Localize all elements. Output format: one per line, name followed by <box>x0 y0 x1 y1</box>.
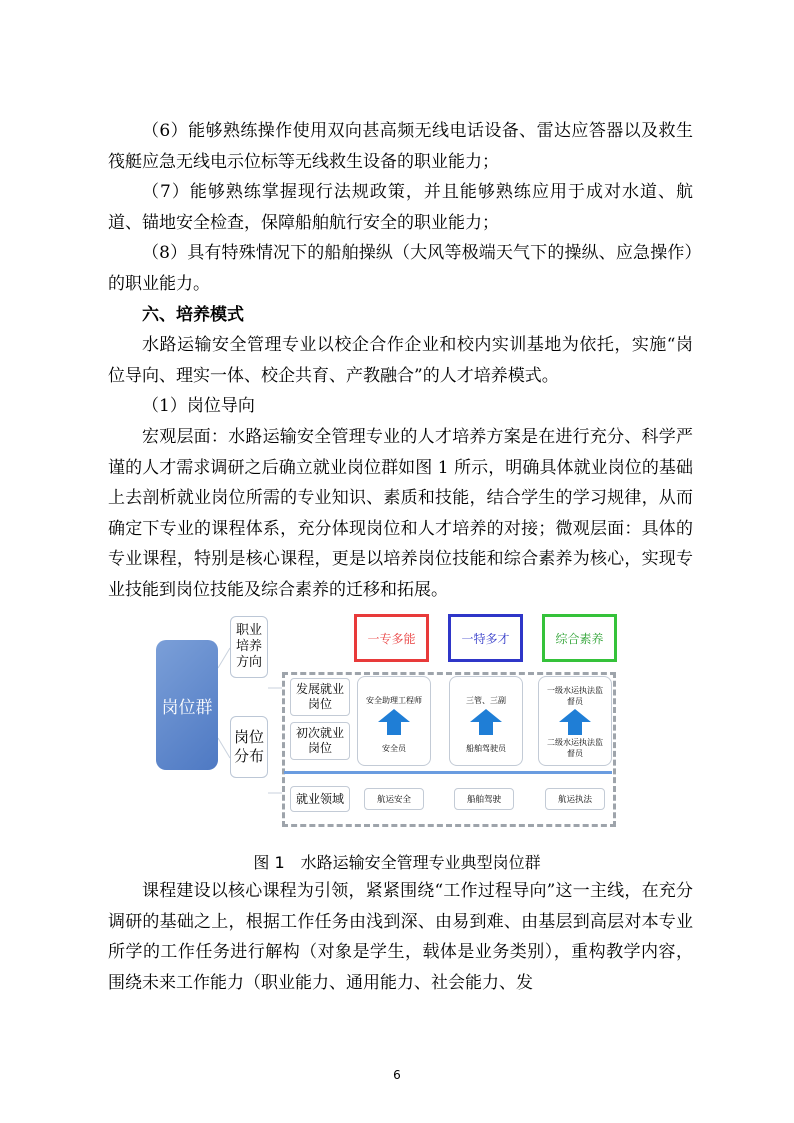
card-top-title: 安全助理工程师 <box>366 696 422 705</box>
job-card-ship <box>449 676 523 766</box>
up-arrow-icon <box>470 709 502 735</box>
page-number: 6 <box>393 1068 401 1082</box>
card-bottom-title: 二级水运执法监督员 <box>547 738 603 758</box>
section-heading: 六、培养模式 <box>142 304 244 325</box>
initial-post-label: 初次就业岗位 <box>290 722 350 760</box>
top-text-block <box>108 116 693 606</box>
card-top-title: 三管、三副 <box>466 696 506 705</box>
up-arrow-icon <box>559 709 591 735</box>
career-direction-box: 职业培养方向 <box>230 616 268 678</box>
paragraph-ability-6: （6）能够熟练操作使用双向甚高频无线电话设备、雷达应答器以及救生筏艇应急无线电示位标等无线救生设备的职业能力； <box>108 121 693 172</box>
figure-caption: 图 1 水路运输安全管理专业典型岗位群 <box>253 853 541 872</box>
post-distribution-box: 岗位分布 <box>230 716 268 778</box>
divider-line <box>284 771 612 774</box>
comprehensive-quality-box: 综合素养 <box>542 614 617 662</box>
bottom-text-block <box>108 876 693 998</box>
versatile-expert-box: 一专多能 <box>354 614 429 662</box>
paragraph-mode-intro: 水路运输安全管理专业以校企合作企业和校内实训基地为依托，实施“岗位导向、理实一体、校企共育、产教融合”的人才培养模式。 <box>108 335 693 386</box>
subheading-post-oriented: （1）岗位导向 <box>142 396 255 417</box>
job-card-safety <box>357 676 431 766</box>
job-group-figure <box>150 608 630 833</box>
special-talent-box: 一特多才 <box>448 614 523 662</box>
paragraph-ability-7: （7）能够熟练掌握现行法规政策，并且能够熟练应用于成对水道、航道、锚地安全检查，保障船舶航行安全的职业能力； <box>108 182 693 233</box>
job-card-enforcement <box>538 676 612 766</box>
field-shipping-safety: 航运安全 <box>364 788 424 810</box>
development-post-label: 发展就业岗位 <box>290 678 350 716</box>
card-bottom-title: 船舶驾驶员 <box>466 744 506 753</box>
field-ship-driving: 船舶驾驶 <box>454 788 514 810</box>
paragraph-ability-8: （8）具有特殊情况下的船舶操纵（大风等极端天气下的操纵、应急操作）的职业能力。 <box>108 243 693 294</box>
job-group-box: 岗位群 <box>156 640 218 770</box>
field-shipping-enforcement: 航运执法 <box>545 788 605 810</box>
up-arrow-icon <box>378 709 410 735</box>
paragraph-macro-micro: 宏观层面：水路运输安全管理专业的人才培养方案是在进行充分、科学严谨的人才需求调研之后确立就业岗位群如图 1 所示，明确具体就业岗位的基础上去剖析就业岗位所需的专业知识、素质和技能，结合学生的学习规律，从而确定下专业的课程体系，充分体现岗位和人才培养的对接；微观层面：具体的专业课程，特别是核心课程，更是以培养岗位技能和综合素养为核心，实现专业技能到岗位技能及综合素养的迁移和拓展。 <box>108 426 693 600</box>
card-top-title: 一级水运执法监督员 <box>547 686 603 706</box>
paragraph-course-construction: 课程建设以核心课程为引领，紧紧围绕“工作过程导向”这一主线，在充分调研的基础之上，根据工作任务由浅到深、由易到难、由基层到高层对本专业所学的工作任务进行解构（对象是学生，载体是业务类别），重构教学内容，围绕未来工作能力（职业能力、通用能力、社会能力、发 <box>108 881 693 993</box>
card-bottom-title: 安全员 <box>382 744 406 753</box>
employment-field-label: 就业领域 <box>290 786 350 812</box>
